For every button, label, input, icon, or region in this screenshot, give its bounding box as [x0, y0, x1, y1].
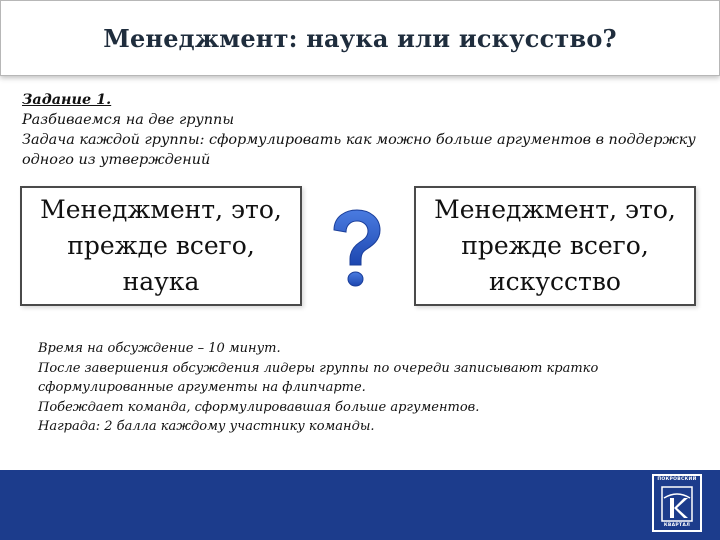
task-description: [22, 90, 712, 170]
logo-k-icon: [661, 486, 693, 522]
pokrovsky-kvartal-logo: [652, 474, 702, 532]
question-mark-icon: [322, 208, 392, 290]
task-line-objective: Задача каждой группы: сформулировать как можно больше аргументов в поддержку одного из утверждений: [22, 132, 696, 168]
footer-bar: [0, 470, 720, 540]
logo-bottom-text: КВАРТАЛ: [663, 523, 691, 528]
statement-science-box: [20, 186, 302, 306]
task-line-groups: Разбиваемся на две группы: [22, 112, 235, 128]
rule-recording: После завершения обсуждения лидеры группы по очереди записывают кратко сформулированные аргументы на флипчарте.: [38, 360, 599, 395]
rule-reward: Награда: 2 балла каждому участнику команды.: [38, 419, 375, 434]
statement-art-box: [414, 186, 696, 306]
logo-top-text: ПОКРОВСКИЙ: [657, 477, 697, 482]
rule-winner: Побеждает команда, сформулировавшая больше аргументов.: [38, 399, 480, 415]
rule-time: Время на обсуждение – 10 минут.: [38, 341, 281, 356]
task-heading: Задание 1.: [22, 91, 112, 108]
slide-title: Менеджмент: наука или искусство?: [103, 23, 617, 53]
title-banner: [0, 0, 720, 76]
statement-science-text: Менеджмент, это, прежде всего, наука: [40, 195, 282, 296]
statement-art-text: Менеджмент, это, прежде всего, искусство: [434, 195, 676, 296]
discussion-rules: [38, 339, 710, 437]
